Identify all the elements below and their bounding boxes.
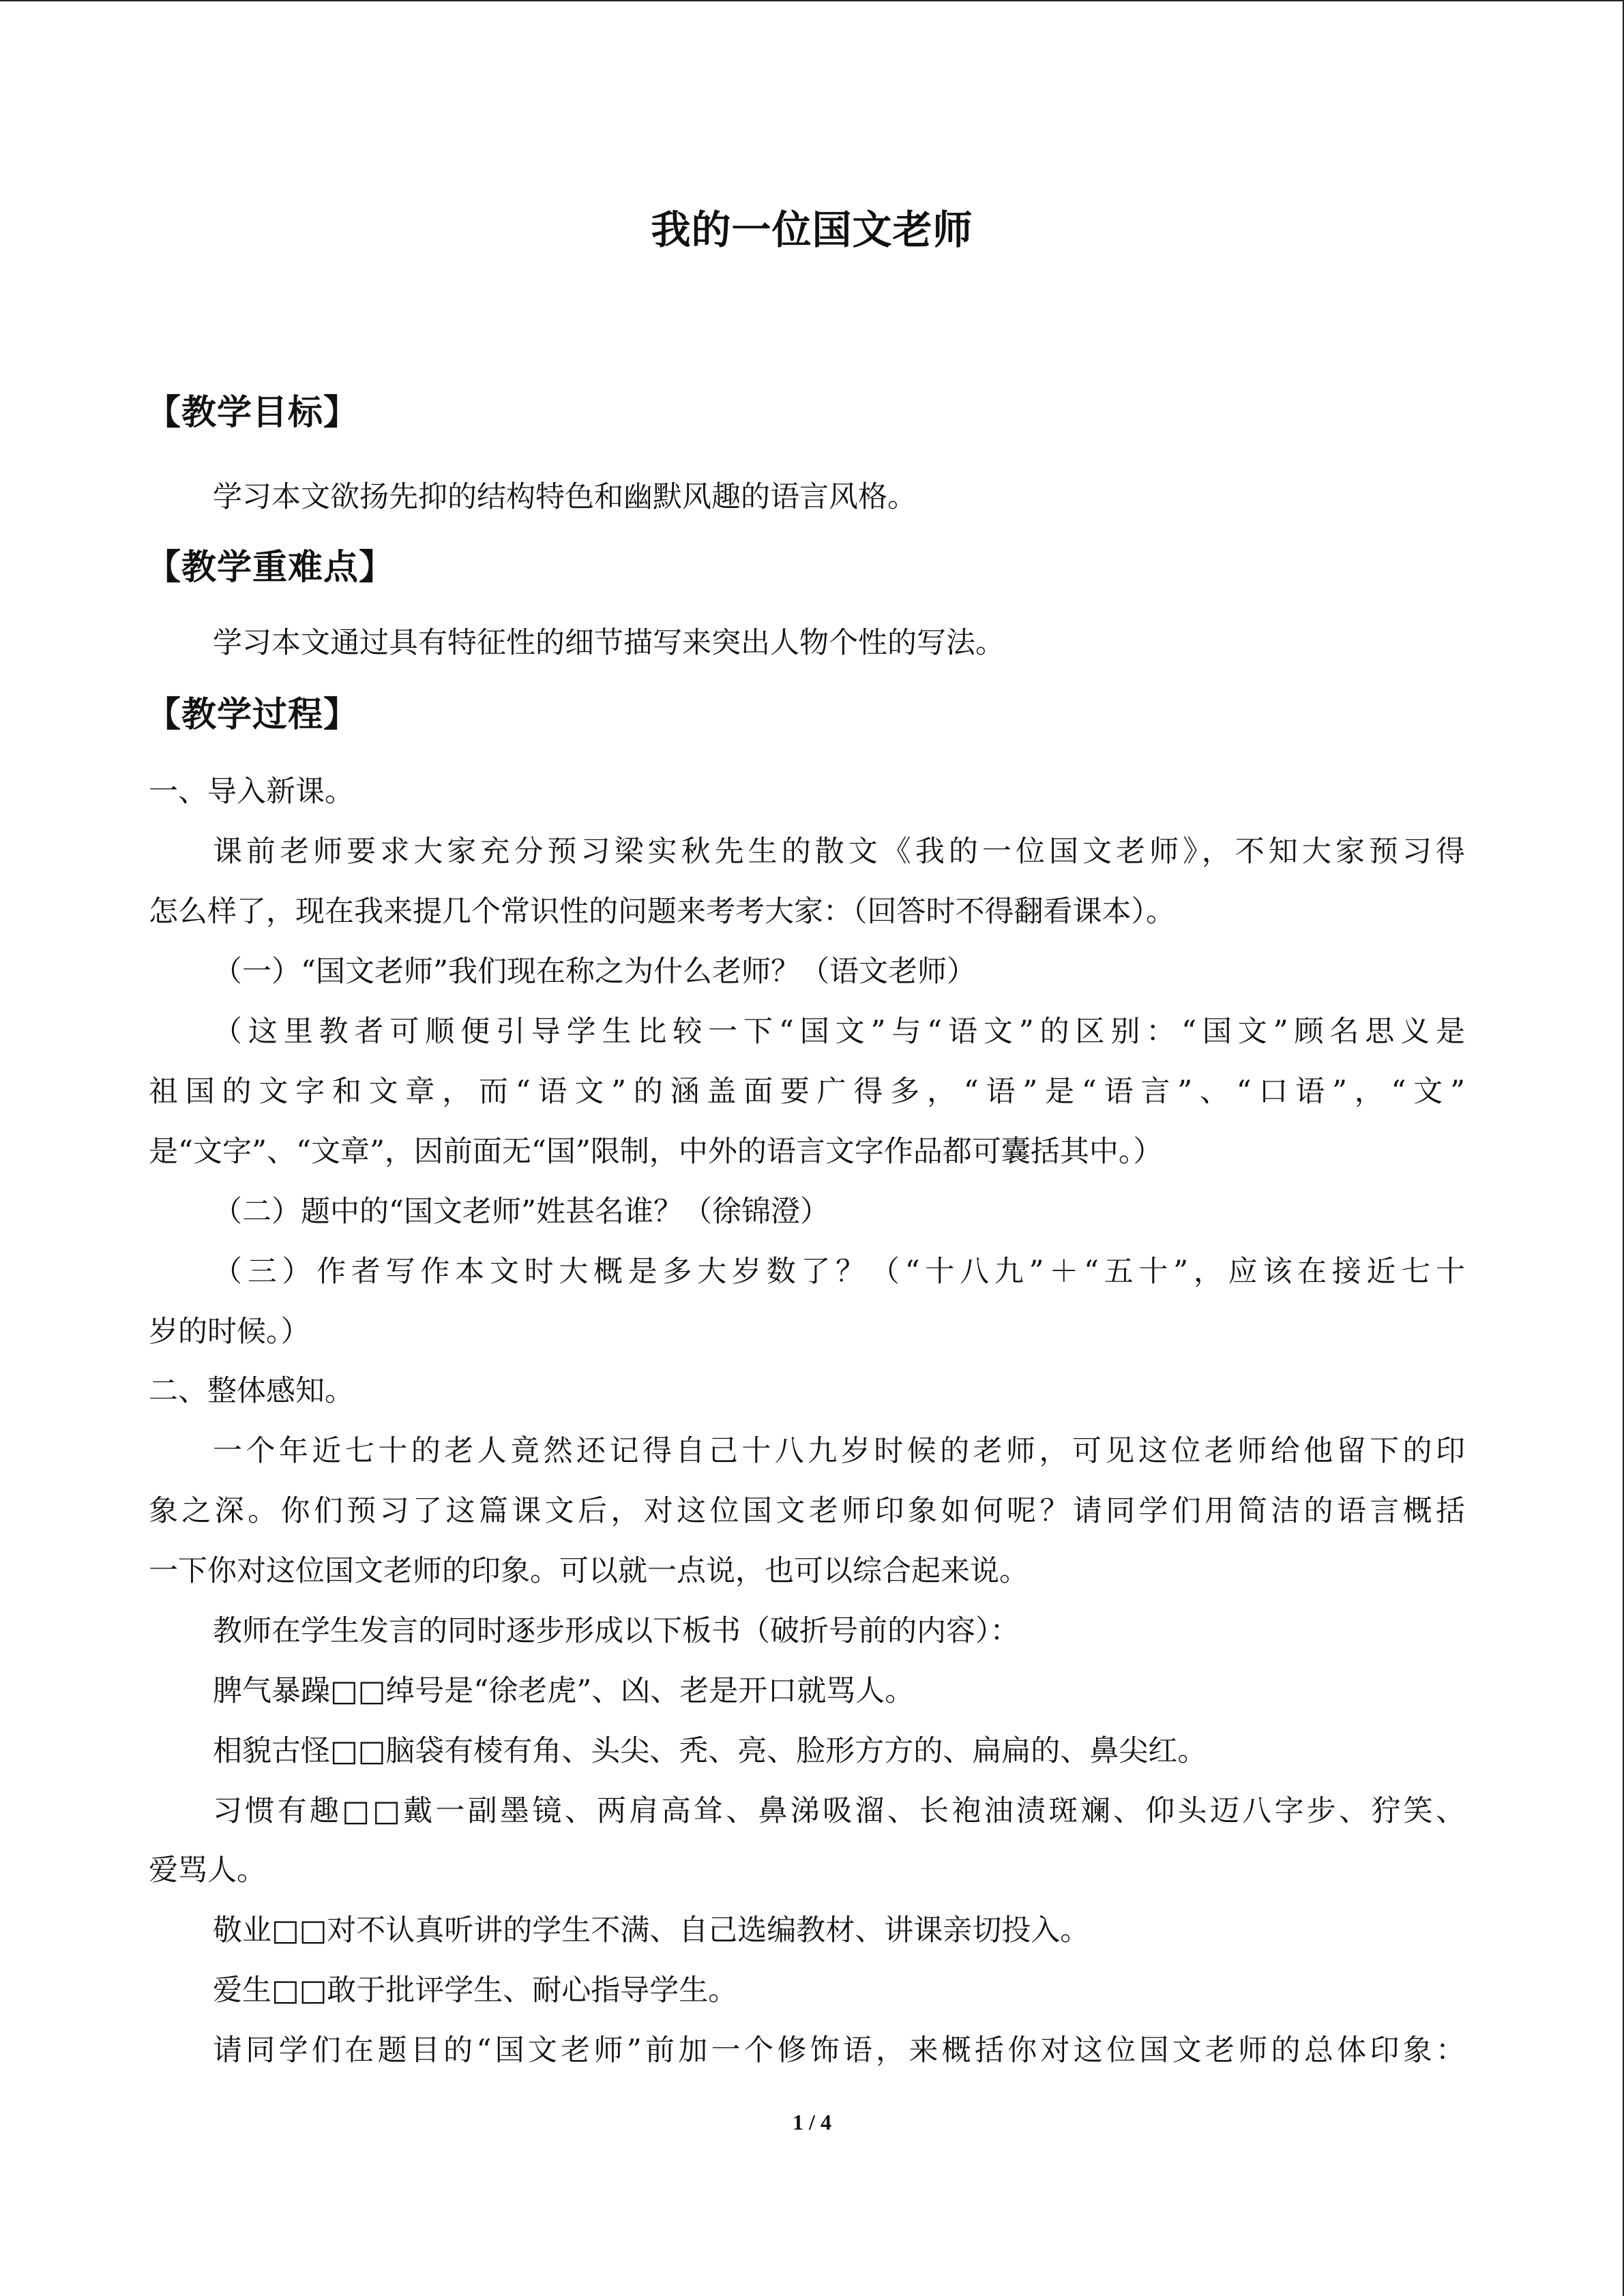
body-line: 岁的时候。） <box>149 1315 310 1349</box>
body-line: 祖国的文字和文章，而“语文”的涵盖面要广得多，“语”是“语言”、“口语”，“文” <box>149 1075 1465 1109</box>
body-line: 课前老师要求大家充分预习梁实秋先生的散文《我的一位国文老师》，不知大家预习得 <box>213 835 1465 869</box>
body-line: 爱骂人。 <box>149 1853 266 1888</box>
body-line: 一下你对这位国文老师的印象。可以就一点说，也可以综合起来说。 <box>149 1554 1029 1588</box>
body-line: （一）“国文老师”我们现在称之为什么老师？（语文老师） <box>213 955 976 989</box>
page-number: 1 / 4 <box>793 2110 831 2134</box>
document-title: 我的一位国文老师 <box>651 207 973 253</box>
body-line: 教师在学生发言的同时逐步形成以下板书（破折号前的内容）： <box>213 1614 1020 1648</box>
heading-teaching-goal: 【教学目标】 <box>146 393 359 433</box>
heading-key-points: 【教学重难点】 <box>146 548 395 588</box>
body-line: 相貌古怪□□脑袋有棱有角、头尖、秃、亮、脸形方方的、扁扁的、鼻尖红。 <box>213 1734 1207 1768</box>
body-line: 脾气暴躁□□绰号是“徐老虎”、凶、老是开口就骂人。 <box>213 1674 915 1708</box>
body-line: 二、整体感知。 <box>149 1374 354 1408</box>
body-line: （三）作者写作本文时大概是多大岁数了？（“十八九”＋“五十”，应该在接近七十 <box>213 1255 1465 1289</box>
paragraph-teaching-goal: 学习本文欲扬先抑的结构特色和幽默风趣的语言风格。 <box>213 480 917 514</box>
body-line: 一个年近七十的老人竟然还记得自己十八九岁时候的老师，可见这位老师给他留下的印 <box>213 1434 1465 1468</box>
body-line: 怎么样了，现在我来提几个常识性的问题来考考大家：（回答时不得翻看课本）。 <box>149 895 1175 929</box>
body-line: 一、导入新课。 <box>149 775 354 809</box>
body-line: 爱生□□敢于批评学生、耐心指导学生。 <box>213 1973 738 2008</box>
body-line: 敬业□□对不认真听讲的学生不满、自己选编教材、讲课亲切投入。 <box>213 1913 1090 1948</box>
body-line: 是“文字”、“文章”，因前面无“国”限制，中外的语言文字作品都可囊括其中。） <box>149 1135 1163 1169</box>
body-line: 习惯有趣□□戴一副墨镜、两肩高耸、鼻涕吸溜、长袍油渍斑斓、仰头迈八字步、狞笑、 <box>213 1794 1465 1828</box>
page-top-border <box>0 0 1624 1</box>
paragraph-key-points: 学习本文通过具有特征性的细节描写来突出人物个性的写法。 <box>213 626 1005 660</box>
body-line: 象之深。你们预习了这篇课文后，对这位国文老师印象如何呢？请同学们用简洁的语言概括 <box>149 1494 1465 1528</box>
body-line: （二）题中的“国文老师”姓甚名谁？（徐锦澄） <box>213 1195 829 1229</box>
body-line: 请同学们在题目的“国文老师”前加一个修饰语，来概括你对这位国文老师的总体印象： <box>213 2033 1465 2068</box>
heading-teaching-process: 【教学过程】 <box>146 695 359 735</box>
body-line: （这里教者可顺便引导学生比较一下“国文”与“语文”的区别：“国文”顾名思义是 <box>213 1015 1465 1049</box>
